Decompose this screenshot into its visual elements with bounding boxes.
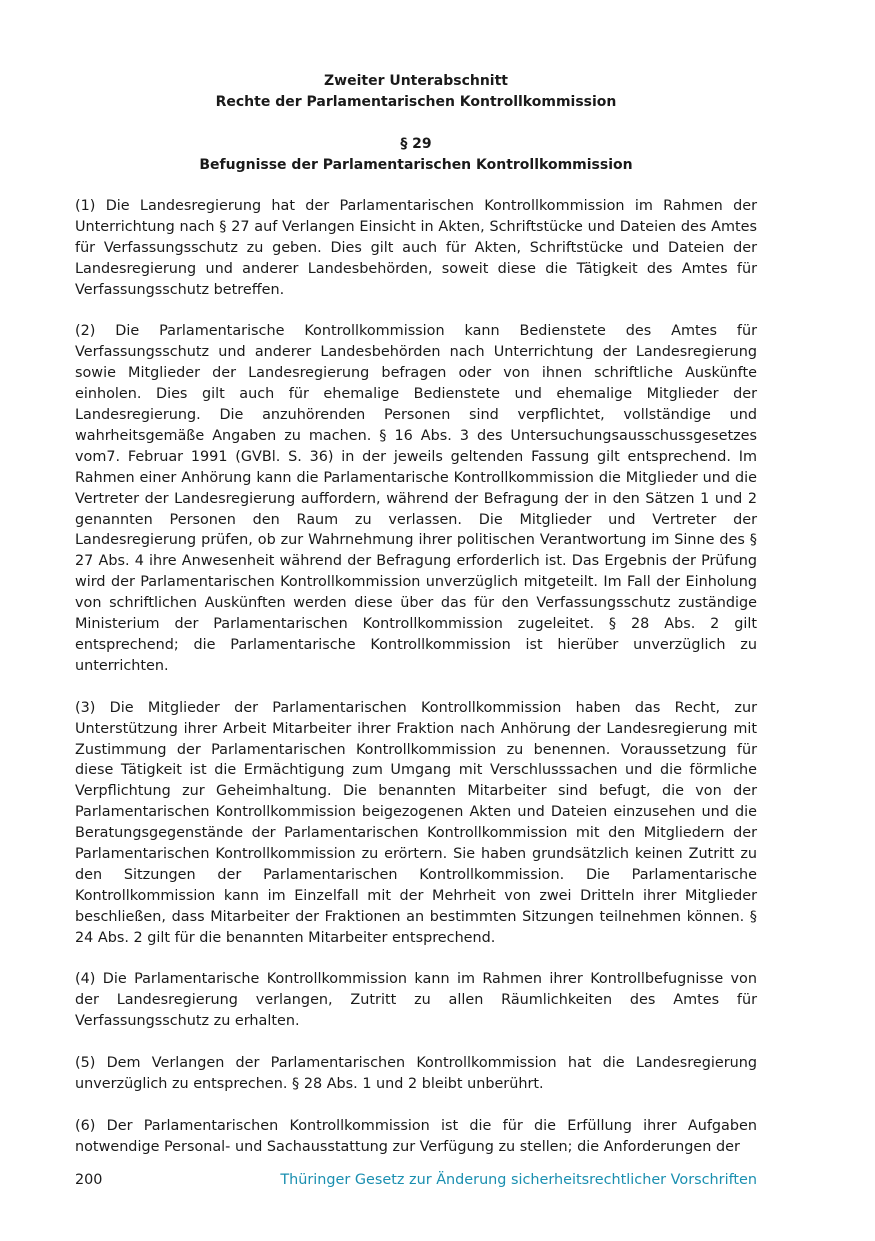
paragraph-6: (6) Der Parlamentarischen Kontrollkommission ist die für die Erfüllung ihrer Aufgaben notwendige Personal- und Sachausstattung zur Verfügung zu stellen; die Anforderungen der	[75, 1117, 757, 1155]
paragraph-1: (1) Die Landesregierung hat der Parlamentarischen Kontrollkommission im Rahmen der Unterrichtung nach § 27 auf Verlangen Einsicht in Akten, Schriftstücke und Dateien des Amtes für Verfassungsschutz zu geben. Dies gilt auch für Akten, Schriftstücke und Dateien der Landesregierung und anderer Landesbehörden, soweit diese die Tätigkeit des Amtes für Verfassungsschutz betreffen.	[75, 198, 757, 298]
paragraph-4: (4) Die Parlamentarische Kontrollkommission kann im Rahmen ihrer Kontrollbefugnisse von der Landesregierung verlangen, Zutritt zu allen Räumlichkeiten des Amtes für Verfassungsschutz zu erhalten.	[75, 971, 757, 1030]
subsection-title: Rechte der Parlamentarischen Kontrollkommission	[215, 94, 617, 110]
subsection-label: Zweiter Unterabschnitt	[324, 73, 508, 89]
section-body	[75, 196, 757, 1179]
page-number: 200	[75, 1172, 103, 1188]
running-footer-title: Thüringer Gesetz zur Änderung sicherheitsrechtlicher Vorschriften	[280, 1172, 757, 1188]
paragraph-5: (5) Dem Verlangen der Parlamentarischen Kontrollkommission hat die Landesregierung unverzüglich zu entsprechen. § 28 Abs. 1 und 2 bleibt unberührt.	[75, 1055, 757, 1092]
section-title: Befugnisse der Parlamentarischen Kontrollkommission	[199, 157, 633, 173]
section-heading	[75, 134, 757, 176]
paragraph-3: (3) Die Mitglieder der Parlamentarischen Kontrollkommission haben das Recht, zur Unterstützung ihrer Arbeit Mitarbeiter ihrer Fraktion nach Anhörung der Landesregierung mit Zustimmung der Parlamentarischen Kontrollkommission zu benennen. Voraussetzung für diese Tätigkeit ist die Ermächtigung zum Umgang mit Verschlusssachen und die förmliche Verpflichtung zur Geheimhaltung. Die benannten Mitarbeiter sind befugt, die von der Parlamentarischen Kontrollkommission beigezogenen Akten und Dateien einzusehen und die Beratungsgegenstände der Parlamentarischen Kontrollkommission mit den Mitgliedern der Parlamentarischen Kontrollkommission zu erörtern. Sie haben grundsätzlich keinen Zutritt zu den Sitzungen der Parlamentarischen Kontrollkommission. Die Parlamentarische Kontrollkommission kann im Einzelfall mit der Mehrheit von zwei Dritteln ihrer Mitglieder beschließen, dass Mitarbeiter der Fraktionen an bestimmten Sitzungen teilnehmen können. § 24 Abs. 2 gilt für die benannten Mitarbeiter entsprechend.	[75, 699, 757, 946]
subsection-heading	[75, 71, 757, 113]
paragraph-2: (2) Die Parlamentarische Kontrollkommission kann Bedienstete des Amtes für Verfassungsschutz und anderer Landesbehörden nach Unterrichtung der Landesregierung sowie Mitglieder der Landesregierung befragen oder von ihnen schriftliche Auskünfte einholen. Dies gilt auch für ehemalige Bedienstete und ehemalige Mitglieder der Landesregierung. Die anzuhörenden Personen sind verpflichtet, vollständige und wahrheitsgemäße Angaben zu machen. § 16 Abs. 3 des Untersuchungsausschussgesetzes vom7. Februar 1991 (GVBl. S. 36) in der jeweils geltenden Fassung gilt entsprechend. Im Rahmen einer Anhörung kann die Parlamentarische Kontrollkommission die Mitglieder und die Vertreter der Landesregierung auffordern, während der Befragung der in den Sätzen 1 und 2 genannten Personen den Raum zu verlassen. Die Mitglieder und Vertreter der Landesregierung prüfen, ob zur Wahrnehmung ihrer politischen Verantwortung im Sinne des § 27 Abs. 4 ihre Anwesenheit während der Befragung erforderlich ist. Das Ergebnis der Prüfung wird der Parlamentarischen Kontrollkommission unverzüglich mitgeteilt. Im Fall der Einholung von schriftlichen Auskünften werden diese über das für den Verfassungsschutz zuständige Ministerium der Parlamentarischen Kontrollkommission zugeleitet. § 28 Abs. 2 gilt entsprechend; die Parlamentarische Kontrollkommission ist hierüber unverzüglich zu unterrichten.	[75, 323, 757, 674]
section-number: § 29	[400, 136, 432, 152]
page-footer	[75, 1172, 757, 1194]
